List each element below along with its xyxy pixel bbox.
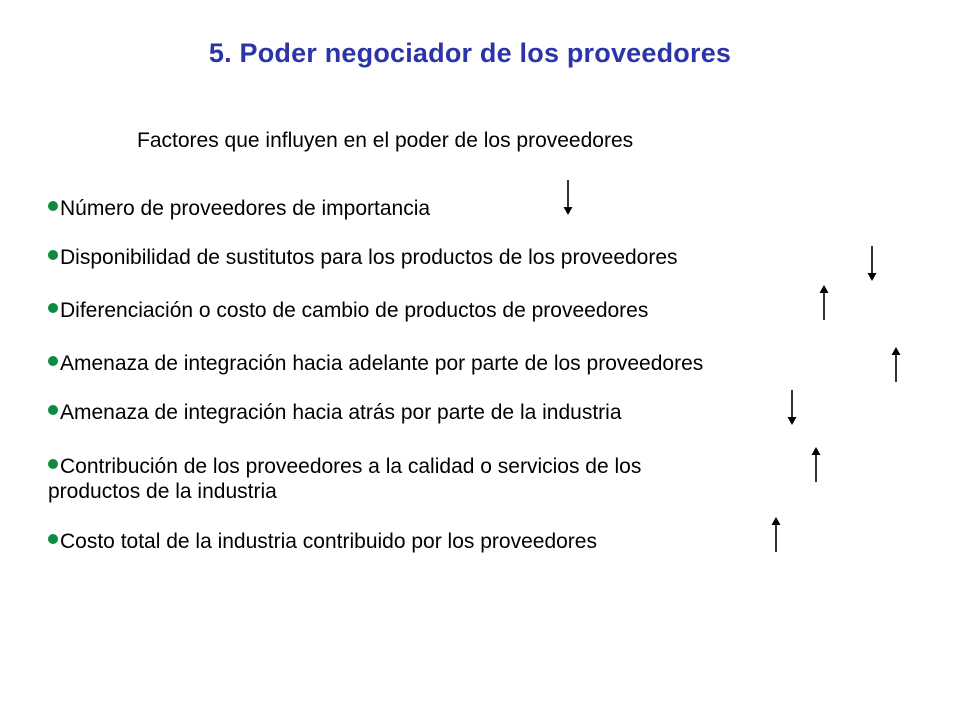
factor-text: Diferenciación o costo de cambio de productos de proveedores [60,299,649,322]
arrow-down-icon [786,390,798,426]
arrow-up-icon [810,446,822,482]
arrow-up-icon [818,284,830,320]
bullet-icon [48,534,58,544]
factor-item [48,196,430,221]
factor-text: Amenaza de integración hacia adelante por parte de los proveedores [60,352,704,375]
bullet-icon [48,201,58,211]
arrow-up-icon [770,516,782,552]
bullet-icon [48,303,58,313]
factor-item [48,454,641,504]
arrow-down-icon [866,246,878,282]
factor-item [48,298,648,323]
slide-subtitle: Factores que influyen en el poder de los proveedores [137,129,634,152]
bullet-icon [48,356,58,366]
bullet-icon [48,459,58,469]
factor-text: Amenaza de integración hacia atrás por parte de la industria [60,401,622,424]
factor-text: Número de proveedores de importancia [60,197,431,220]
arrow-up-icon [890,346,902,382]
slide-title: 5. Poder negociador de los proveedores [208,38,732,68]
factor-item [48,245,678,270]
bullet-icon [48,405,58,415]
factor-text: Contribución de los proveedores a la calidad o servicios de los [60,455,642,478]
factor-item [48,529,597,554]
factor-item [48,400,622,425]
bullet-icon [48,250,58,260]
factor-item [48,351,703,376]
factor-text: Disponibilidad de sustitutos para los productos de los proveedores [60,246,678,269]
factor-text-continued: productos de la industria [48,480,277,503]
factor-text: Costo total de la industria contribuido por los proveedores [60,530,597,553]
arrow-down-icon [562,180,574,216]
